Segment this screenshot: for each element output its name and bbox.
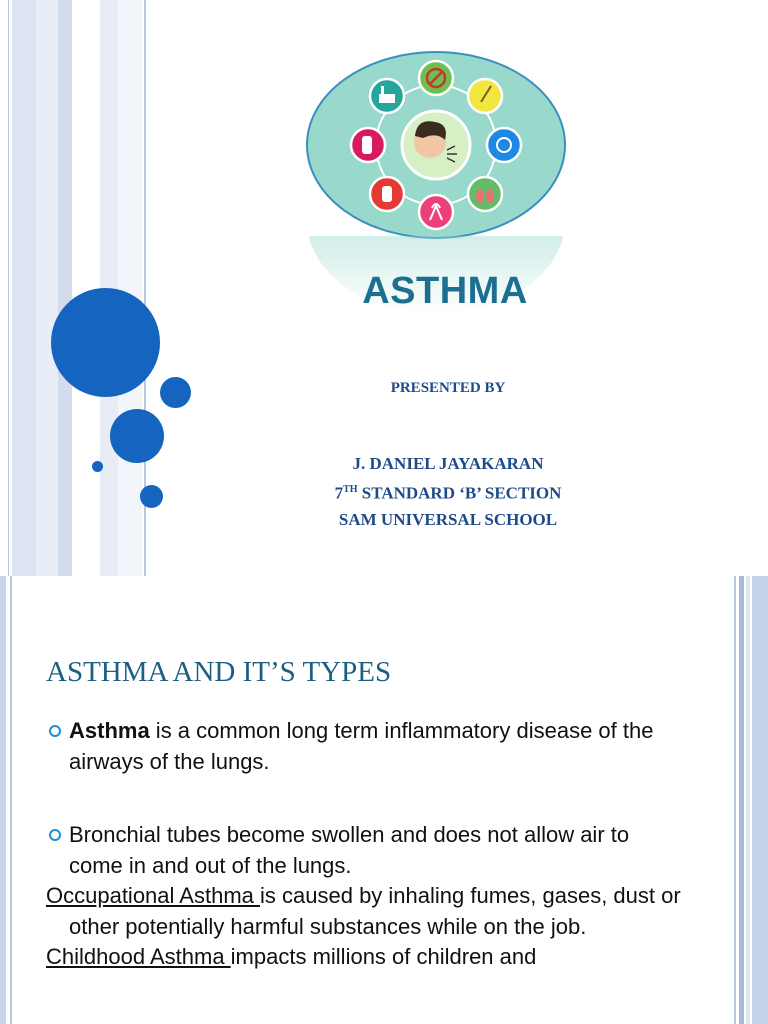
decorative-circle [160,377,191,408]
decorative-circle [140,485,163,508]
stripe-decoration [752,576,768,1024]
presenter-info [290,451,606,533]
standard-section: STANDARD ‘B’ SECTION [357,483,562,503]
presenter-school: SAM UNIVERSAL SCHOOL [338,509,558,529]
bullet-term: Asthma [69,718,150,743]
asthma-triggers-logo [305,50,567,240]
bullet-ring-icon [49,725,61,737]
term-childhood: Childhood Asthma [46,944,231,969]
standard-superscript: TH [343,484,358,495]
standard-number: 7 [334,483,344,503]
stripe-decoration [12,0,36,576]
bullet-text: Bronchial tubes become swollen and does not allow air to come in and out of the lungs. [69,822,630,878]
stripe-decoration [58,0,72,576]
stripe-line [734,576,736,1024]
decorative-circle [92,461,103,472]
stripe-decoration [739,576,744,1024]
stripe-line [8,0,9,576]
slide-heading: ASTHMA AND IT’S TYPES [46,656,392,688]
stripe-decoration [0,576,6,1024]
bullet-item [46,820,686,881]
presenter-name: J. DANIEL JAYAKARAN [352,454,544,473]
stripe-decoration [746,576,750,1024]
paragraph-occupational [46,881,686,942]
bullet-text: is a common long term inflammatory disease of the airways of the lungs. [69,718,654,774]
term-occupational: Occupational Asthma [46,883,261,908]
paragraph-text: impacts millions of children and [230,944,537,969]
presenter-standard [290,477,606,507]
stripe-line [10,576,12,1024]
slide-body [46,716,686,973]
paragraph-childhood [46,942,686,973]
bullet-item [46,716,686,777]
decorative-circle-large [51,288,160,397]
content-slide [0,576,768,1024]
slide-title: ASTHMA [362,270,528,312]
presented-by-label: PRESENTED BY [390,380,506,396]
stripe-decoration [118,0,142,576]
paragraph-text: is caused by inhaling fumes, gases, dust or other potentially harmful substances while on the job. [69,883,681,939]
stripe-decoration [36,0,58,576]
bullet-ring-icon [49,829,61,841]
asthma-logo-graphic [305,50,567,240]
decorative-circle [110,409,164,463]
